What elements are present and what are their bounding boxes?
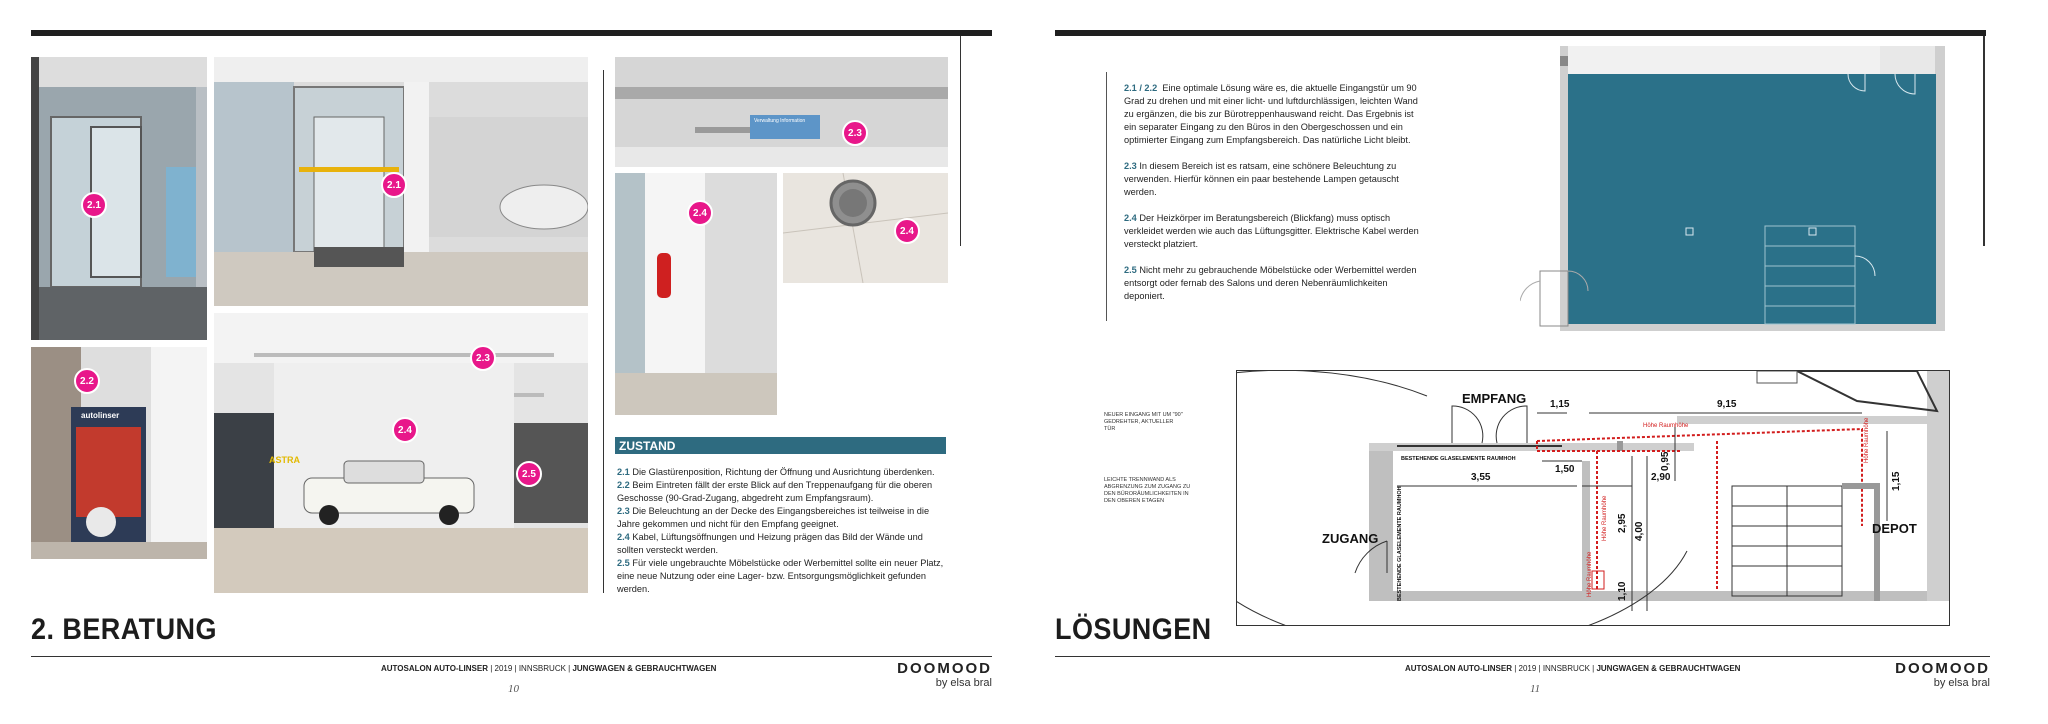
- label-empfang: EMPFANG: [1462, 391, 1527, 406]
- left-edge-line: [960, 36, 961, 246]
- zustand-item: 2.5 Für viele ungebrauchte Möbelstücke oder Werbemittel sollte ein neuer Platz, eine neue Nutzung oder eine Lager- bzw. Entsorgungsmöglichkeit gefunden werden.: [617, 558, 944, 594]
- dim-915: 9,15: [1717, 399, 1737, 410]
- badge-photo6: 2.4: [687, 200, 713, 226]
- solution-item: 2.4 Der Heizkörper im Beratungsbereich (Blickfang) muss optisch verkleidet werden wie auch das Lüftungsgitter. Elektrische Kabel werden versteckt platziert.: [1124, 213, 1419, 249]
- page-number-right: 11: [1530, 683, 1541, 695]
- zustand-heading: ZUSTAND: [615, 437, 946, 454]
- footer-rule-left: [31, 656, 992, 657]
- page-number-left: 10: [508, 683, 519, 695]
- photo-showroom-car: [214, 313, 588, 593]
- top-bar-left: [31, 30, 992, 36]
- floor-plan-overview: [1520, 46, 1950, 336]
- dim-115b: 1,15: [1891, 471, 1902, 491]
- note-new-entrance: NEUER EINGANG MIT UM "90" GEDREHTER, AKTUELLER TÜR: [1104, 412, 1183, 432]
- astra-sign: ASTRA: [269, 455, 300, 465]
- logo-mark: DOOMOOD: [1895, 660, 1990, 677]
- badge-photo4b: 2.4: [392, 417, 418, 443]
- photo-ceiling-sign: [615, 57, 948, 167]
- floor-plan-detail: [1236, 370, 1950, 626]
- label-hoehe-4: Höhe Raumhöhe: [1587, 551, 1593, 597]
- photo-entrance-door: [31, 57, 207, 340]
- footer-left: AUTOSALON AUTO-LINSER | 2019 | INNSBRUCK | JUNGWAGEN & GEBRAUCHTWAGEN: [381, 664, 717, 673]
- logo-right: [1878, 660, 1990, 689]
- zustand-item: 2.3 Die Beleuchtung an der Decke des Eingangsbereiches ist teilweise in die Jahre gekommen und nicht für den Empfang geeignet.: [617, 506, 930, 529]
- logo-left: [880, 660, 992, 689]
- ceiling-sign-text: Verwaltung Information: [754, 118, 806, 124]
- dim-400: 4,00: [1634, 521, 1645, 541]
- logo-sub: by elsa bral: [1933, 677, 1990, 689]
- logo-mark: DOOMOOD: [897, 660, 992, 677]
- photo-floor-grate: [783, 173, 948, 283]
- footer-rule-right: [1055, 656, 1990, 657]
- photo-showroom-doors: [214, 57, 588, 306]
- badge-photo1: 2.1: [81, 192, 107, 218]
- dim-290: 2,90: [1651, 472, 1671, 483]
- photo-stair-poster: [31, 347, 207, 559]
- solution-item: 2.1 / 2.2 Eine optimale Lösung wäre es, die aktuelle Eingangstür um 90 Grad zu drehen und mit einer licht- und luftdurchlässigen, leichten Wand zu ergänzen, die bis zur Bürotreppenhauswand reicht. Das Ergebnis ist ein separater Eingang zu den Büros in den Obergeschossen und ein optimierter Eingang zum Empfangsbereich. Das natürliche Licht bleibt.: [1124, 83, 1418, 145]
- label-glas-1: BESTEHENDE GLASELEMENTE RAUMHOH: [1401, 456, 1516, 462]
- badge-photo5: 2.3: [842, 120, 868, 146]
- dim-115a: 1,15: [1550, 399, 1570, 410]
- zustand-item: 2.1 Die Glastürenposition, Richtung der Öffnung und Ausrichtung überdenken.: [617, 467, 935, 477]
- label-hoehe-1: Höhe Raumhöhe: [1643, 423, 1689, 429]
- photo-wall-extinguisher: [615, 173, 777, 415]
- solutions-line: [1106, 72, 1107, 321]
- poster-text: autolinser: [81, 411, 120, 420]
- logo-sub: by elsa bral: [935, 677, 992, 689]
- solution-item: 2.3 In diesem Bereich ist es ratsam, eine schönere Beleuchtung zu verwenden. Hierfür können ein paar bestehende Lampen getauscht werden.: [1124, 161, 1399, 197]
- badge-photo3: 2.2: [74, 368, 100, 394]
- dim-355: 3,55: [1471, 472, 1491, 483]
- label-hoehe-2: Höhe Raumhöhe: [1864, 417, 1870, 463]
- left-divider: [603, 70, 604, 593]
- badge-photo7: 2.4: [894, 218, 920, 244]
- badge-photo4c: 2.5: [516, 461, 542, 487]
- top-bar-right: [1055, 30, 1986, 36]
- badge-photo2: 2.1: [381, 172, 407, 198]
- footer-right: AUTOSALON AUTO-LINSER | 2019 | INNSBRUCK | JUNGWAGEN & GEBRAUCHTWAGEN: [1405, 664, 1741, 673]
- zustand-list: [617, 466, 947, 596]
- label-zugang: ZUGANG: [1322, 531, 1379, 546]
- solution-item: 2.5 Nicht mehr zu gebrauchende Möbelstücke oder Werbemittel werden entsorgt oder fernab des Salons und deren Nebenräumlichkeiten deponiert.: [1124, 265, 1417, 301]
- note-partition: LEICHTE TRENNWAND ALS ABGRENZUNG ZUM ZUGANG ZU DEN BÜRORÄUMLICHKEITEN IN DEN OBEREN ETAGEN: [1104, 477, 1191, 504]
- zustand-item: 2.2 Beim Eintreten fällt der erste Blick auf den Treppenaufgang für die oberen Geschosse (90-Grad-Zugang, abgedreht zum Empfangsraum).: [617, 480, 933, 503]
- label-depot: DEPOT: [1872, 521, 1917, 536]
- dim-150: 1,50: [1555, 464, 1575, 475]
- page-title-left: 2. BERATUNG: [31, 613, 217, 646]
- label-hoehe-3: Höhe Raumhöhe: [1602, 495, 1608, 541]
- page-title-right: LÖSUNGEN: [1055, 613, 1212, 646]
- dim-095: 0,95: [1660, 451, 1671, 471]
- zustand-item: 2.4 Kabel, Lüftungsöffnungen und Heizung prägen das Bild der Wände und sollten versteckt werden.: [617, 532, 923, 555]
- right-edge-line: [1983, 36, 1985, 246]
- dim-110: 1,10: [1617, 581, 1628, 601]
- label-glas-2: BESTEHENDE GLASELEMENTE RAUMHOH: [1397, 486, 1403, 601]
- solutions-text: [1124, 82, 1426, 316]
- badge-photo4a: 2.3: [470, 345, 496, 371]
- dim-295: 2,95: [1617, 513, 1628, 533]
